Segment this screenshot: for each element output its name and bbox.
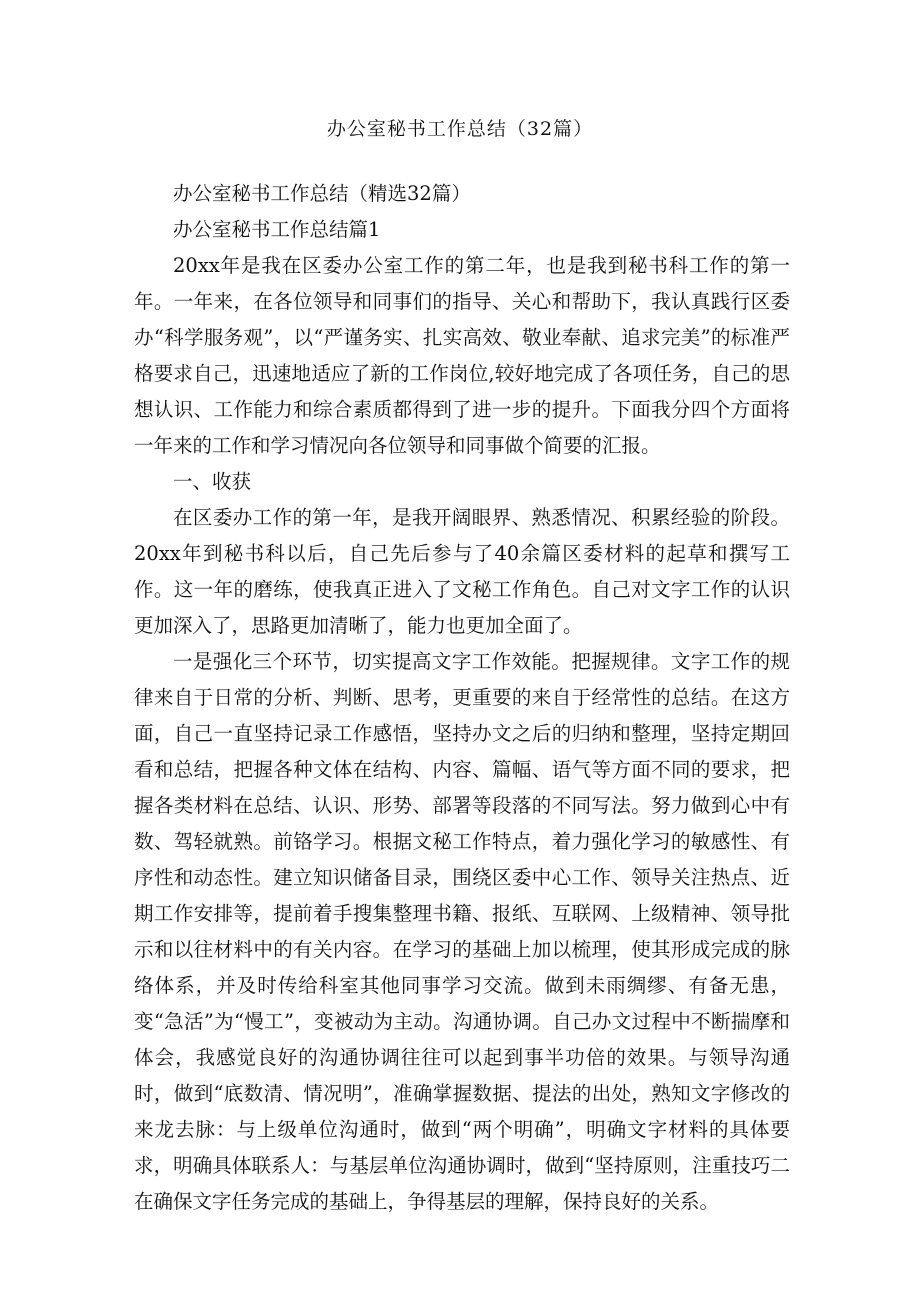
document-title: 办公室秘书工作总结（32篇）	[326, 118, 594, 140]
paragraph-three-links: 一是强化三个环节，切实提高文字工作效能。把握规律。文字工作的规律来自于日常的分析、判断、思考，更重要的来自于经常性的总结。在这方面，自己一直坚持记录工作感悟，坚持办文之后的归纳和整理，坚持定期回看和总结，把握各种文体在结构、内容、篇幅、语气等方面不同的要求，把握各类材料在总结、认识、形势、部署等段落的不同写法。努力做到心中有数、驾轻就熟。前铬学习。根据文秘工作特点，着力强化学习的敏感性、有序性和动态性。建立知识储备目录，围绕区委中心工作、领导关注热点、近期工作安排等，提前着手搜集整理书籍、报纸、互联网、上级精神、领导批示和以往材料中的有关内容。在学习的基础上加以梳理，使其形成完成的脉络体系，并及时传给科室其他同事学习交流。做到未雨绸缪、有备无患，变“急活”为“慢工”，变被动为主动。沟通协调。自己办文过程中不断揣摩和体会，我感觉良好的沟通协调往往可以起到事半功倍的效果。与领导沟通时，做到“底数清、情况明”，准确掌握数据、提法的出处，熟知文字修改的来龙去脉：与上级单位沟通时，做到“两个明确”，明确文字材料的具体要求，明确具体联系人：与基层单位沟通协调时，做到“坚持原则，注重技巧二在确保文字任务完成的基础上，争得基层的理解，保持良好的关系。	[134, 650, 790, 1213]
paragraph-first-year: 在区委办工作的第一年，是我开阔眼界、熟悉情况、积累经验的阶段。20xx年到秘书科以后，自己先后参与了40余篇区委材料的起草和撰写工作。这一年的磨练，使我真正进入了文秘工作角色。自己对文字工作的认识更加深入了，思路更加清晰了，能力也更加全面了。	[134, 506, 790, 637]
paragraph-intro: 20xx年是我在区委办公室工作的第二年，也是我到秘书科工作的第一年。一年来，在各位领导和同事们的指导、关心和帮助下，我认真践行区委办“科学服务观”，以“严谨务实、扎实高效、敬业奉献、追求完美”的标准严格要求自己，迅速地适应了新的工作岗位,较好地完成了各项任务，自己的思想认识、工作能力和综合素质都得到了进一步的提升。下面我分四个方面将一年来的工作和学习情况向各位领导和同事做个简要的汇报。	[134, 254, 790, 457]
subtitle: 办公室秘书工作总结（精选32篇）	[173, 182, 471, 205]
section-heading: 办公室秘书工作总结篇1	[173, 218, 381, 241]
paragraph-heading-harvest: 一、收获	[173, 470, 252, 493]
document-body	[134, 176, 790, 1220]
